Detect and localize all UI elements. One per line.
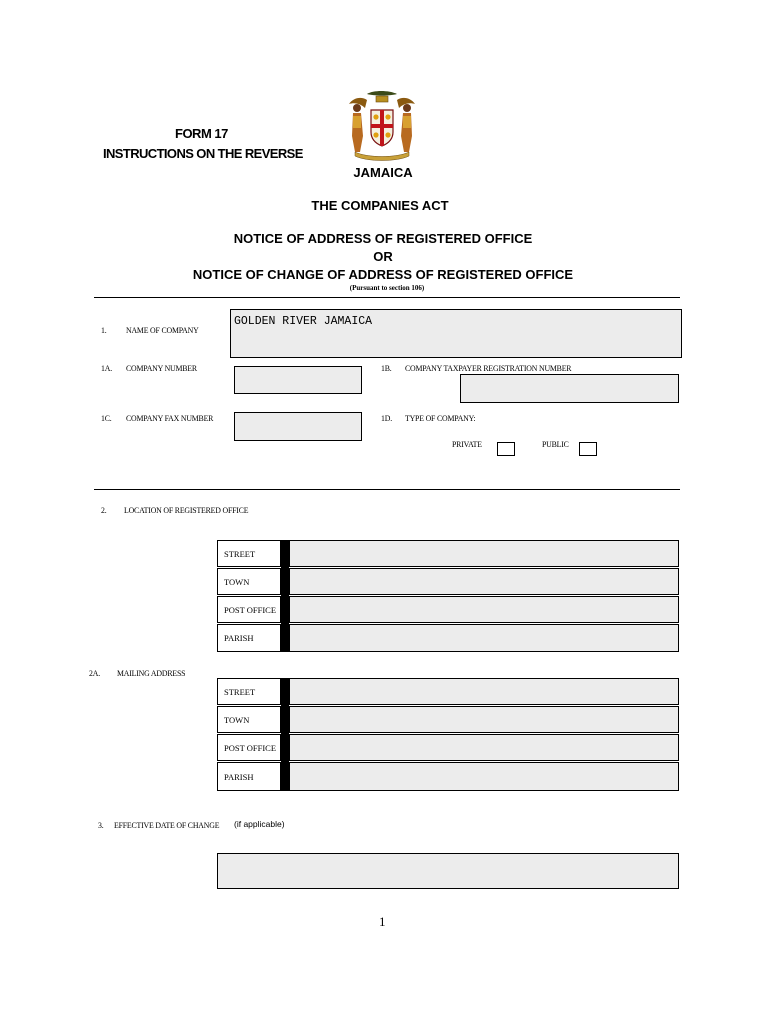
section-divider: [94, 489, 680, 490]
section-1a-number: 1A.: [101, 363, 112, 373]
mailing-address-label: MAILING ADDRESS: [117, 668, 186, 678]
private-label: PRIVATE: [452, 439, 482, 449]
fax-number-field[interactable]: [234, 412, 362, 441]
registered-street-field[interactable]: [289, 540, 679, 567]
form-number: FORM 17: [175, 126, 228, 141]
section-2a-number: 2A.: [89, 668, 100, 678]
header-divider: [94, 297, 680, 298]
mailing-parish-label: PARISH: [217, 762, 281, 791]
mailing-street-label: STREET: [217, 678, 281, 705]
registered-street-label: STREET: [217, 540, 281, 567]
page-number: 1: [379, 914, 386, 929]
company-number-field[interactable]: [234, 366, 362, 394]
section-1b-number: 1B.: [381, 363, 392, 373]
taxpayer-number-field[interactable]: [460, 374, 679, 403]
notice-title-line2: NOTICE OF CHANGE OF ADDRESS OF REGISTERED OFFICE: [192, 267, 574, 282]
company-name-label: NAME OF COMPANY: [126, 325, 199, 335]
registered-parish-field[interactable]: [289, 624, 679, 652]
company-name-value: GOLDEN RIVER JAMAICA: [234, 315, 373, 328]
section-1c-number: 1C.: [101, 413, 112, 423]
registered-post-office-field[interactable]: [289, 596, 679, 623]
registered-parish-label: PARISH: [217, 624, 281, 652]
country-heading: JAMAICA: [353, 165, 413, 180]
registered-divider-bar: [281, 540, 289, 652]
section-1-number: 1.: [101, 325, 107, 335]
effective-date-field[interactable]: [217, 853, 679, 889]
mailing-post-office-label: POST OFFICE: [217, 734, 281, 761]
mailing-street-field[interactable]: [289, 678, 679, 705]
notice-title-line1: NOTICE OF ADDRESS OF REGISTERED OFFICE: [233, 231, 533, 246]
mailing-divider-bar: [281, 678, 289, 791]
section-1d-number: 1D.: [381, 413, 392, 423]
public-label: PUBLIC: [542, 439, 569, 449]
fax-number-label: COMPANY FAX NUMBER: [126, 413, 214, 423]
registered-town-field[interactable]: [289, 568, 679, 595]
section-2-number: 2.: [101, 505, 107, 515]
instructions-note: INSTRUCTIONS ON THE REVERSE: [103, 146, 303, 161]
jamaica-coat-of-arms-icon: [343, 86, 421, 162]
mailing-town-field[interactable]: [289, 706, 679, 733]
effective-date-note: (if applicable): [234, 819, 285, 829]
company-name-field[interactable]: [230, 309, 682, 358]
section-3-number: 3.: [98, 820, 104, 830]
act-heading: THE COMPANIES ACT: [311, 198, 449, 213]
mailing-town-label: TOWN: [217, 706, 281, 733]
mailing-parish-field[interactable]: [289, 762, 679, 791]
taxpayer-number-label: COMPANY TAXPAYER REGISTRATION NUMBER: [405, 363, 572, 373]
registered-town-label: TOWN: [217, 568, 281, 595]
registered-office-label: LOCATION OF REGISTERED OFFICE: [124, 505, 249, 515]
private-checkbox[interactable]: [497, 442, 515, 456]
registered-post-office-label: POST OFFICE: [217, 596, 281, 623]
public-checkbox[interactable]: [579, 442, 597, 456]
notice-title-or: OR: [373, 249, 393, 264]
pursuant-note: (Pursuant to section 106): [349, 284, 425, 292]
company-type-label: TYPE OF COMPANY:: [405, 413, 476, 423]
mailing-post-office-field[interactable]: [289, 734, 679, 761]
company-number-label: COMPANY NUMBER: [126, 363, 197, 373]
effective-date-label: EFFECTIVE DATE OF CHANGE: [114, 820, 220, 830]
